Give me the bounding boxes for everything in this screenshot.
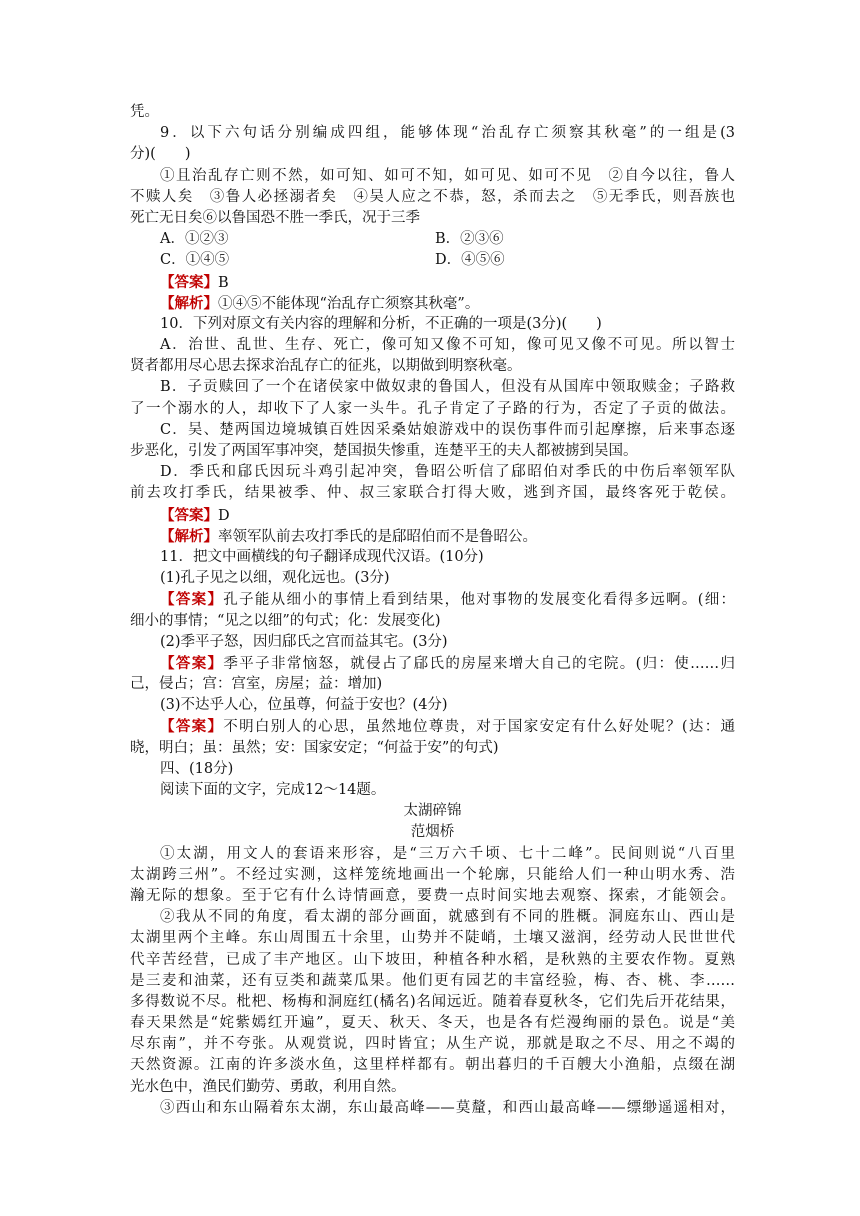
- question-9-statements-cont: 死亡无日矣⑥以鲁国恐不胜一季氏，况于三季: [130, 209, 420, 226]
- question-9-options-row2: [130, 250, 735, 271]
- question-9-options-row1: [130, 229, 735, 250]
- question-11-answer-2: [130, 653, 735, 674]
- paragraph-2-cont: 代辛苦经营，已成了丰产地区。山下坡田，种植各种水稻，是秋熟的主要农作物。夏熟: [130, 951, 735, 968]
- text-line: 凭。: [130, 104, 159, 120]
- paragraph-2-cont: 尽东南”，并不夸张。从观赏说，四时皆宜；从生产说，那就是取之不尽、用之不竭的: [130, 1036, 735, 1053]
- question-10-option-d-cont: 前去攻打季氏，结果被季、仲、叔三家联合打得大败，逃到齐国，最终客死于乾侯。: [130, 485, 735, 502]
- question-11-item-2: (2)季平子怒，因归郈氏之宫而益其宅。(3分): [160, 633, 448, 650]
- question-10-option-a-cont: 贤者都用尽心思去探求治乱存亡的征兆，以期做到明察秋毫。: [130, 358, 522, 375]
- paragraph-1: ①太湖，用文人的套语来形容，是“三万六千顷、七十二峰”。民间则说“八百里: [160, 845, 735, 862]
- answer-tag: 【答案】: [160, 273, 218, 291]
- question-11-answer-1: [130, 589, 735, 610]
- question-10-option-c-cont: 步恶化，引发了两国军事冲突，楚国损失惨重，连楚平王的夫人都被掳到吴国。: [130, 443, 638, 459]
- question-9-explanation: [130, 293, 735, 314]
- answer-text: D: [218, 507, 230, 524]
- answer-text: 不明白别人的心思，虽然地位尊贵，对于国家安定有什么好处呢？(达：通: [223, 719, 735, 736]
- question-10-stem: 10．下列对原文有关内容的理解和分析，不正确的一项是(3分)( ): [160, 315, 602, 332]
- article-author: 范烟桥: [410, 824, 455, 841]
- question-10-answer: [130, 505, 735, 526]
- option-c: C．①④⑤: [160, 252, 230, 269]
- article-title: 太湖碎锦: [403, 803, 462, 820]
- paragraph-2-cont: 春天果然是“姹紫嫣红开遍”，夏天、秋天、冬天，也是各有烂漫绚丽的景色。说是“美: [130, 1015, 735, 1032]
- paragraph-3: ③西山和东山隔着东太湖，东山最高峰——莫釐，和西山最高峰——缥缈遥遥相对，: [160, 1099, 735, 1116]
- question-10-explanation: [130, 526, 735, 547]
- paragraph-2-cont: 天然资源。江南的许多淡水鱼，这里样样都有。朝出暮归的千百艘大小渔船，点缀在湖: [130, 1057, 735, 1074]
- reading-instruction: 阅读下面的文字，完成12～14题。: [160, 782, 386, 798]
- question-9-stem-cont: 分)( ): [130, 146, 191, 163]
- question-10-option-b: B．子贡赎回了一个在诸侯家中做奴隶的鲁国人，但没有从国库中领取赎金；子路救: [160, 379, 735, 396]
- explanation-tag: 【解析】: [160, 294, 218, 312]
- answer-text: 孔子能从细小的事情上看到结果，他对事物的发展变化看得多远啊。(细：: [223, 592, 735, 609]
- answer-tag: 【答案】: [160, 654, 224, 672]
- explanation-text: ①④⑤不能体现“治乱存亡须察其秋毫”。: [218, 295, 480, 312]
- question-11-item-1: (1)孔子见之以细，观化远也。(3分): [160, 570, 390, 587]
- paragraph-2-cont: 多得数说不尽。枇杷、杨梅和洞庭红(橘名)名闻远近。随着春夏秋冬，它们先后开花结果，: [130, 993, 735, 1010]
- question-10-option-c: C．吴、楚两国边境城镇百姓因采桑姑娘游戏中的误伤事件而引起摩擦，后来事态逐: [160, 421, 735, 438]
- answer-tag: 【答案】: [160, 591, 224, 609]
- question-9-stem: 9．以下六句话分别编成四组，能够体现“治乱存亡须察其秋毫”的一组是(3: [160, 125, 735, 142]
- paragraph-1-cont: 瀚无际的想象。至于它有什么诗情画意，要费一点时间实地去观察、探索，才能领会。: [130, 887, 735, 904]
- question-10-option-d: D．季氏和郈氏因玩斗鸡引起冲突，鲁昭公听信了郈昭伯对季氏的中伤后率领军队: [160, 464, 735, 481]
- option-d: D．④⑤⑥: [435, 252, 505, 269]
- explanation-tag: 【解析】: [160, 527, 218, 545]
- paragraph-2-cont: 是三麦和油菜，还有豆类和蔬菜瓜果。他们更有园艺的丰富经验，梅、杏、桃、李……: [130, 972, 735, 989]
- section-heading: 四、(18分): [160, 760, 234, 777]
- question-11-answer-3-cont: 晓，明白；虽：虽然；安：国家安定；“何益于安”的句式): [130, 739, 499, 756]
- explanation-text: 率领军队前去攻打季氏的是郈昭伯而不是鲁昭公。: [218, 528, 537, 545]
- answer-tag: 【答案】: [160, 506, 218, 524]
- document-page: [130, 102, 735, 1119]
- question-11-item-3: (3)不达乎人心，位虽尊，何益于安也？(4分): [160, 697, 448, 714]
- paragraph-2-cont: 光水色中，渔民们勤劳、勇敢，利用自然。: [130, 1078, 406, 1095]
- question-10-option-a: A．治世、乱世、生存、死亡，像可知又像不可知，像可见又像不可见。所以智士: [160, 337, 735, 354]
- paragraph-2: ②我从不同的角度，看太湖的部分画面，就感到有不同的胜概。洞庭东山、西山是: [160, 909, 735, 926]
- question-11-answer-1-cont: 细小的事情；“见之以细”的句式；化：发展变化): [130, 612, 441, 629]
- question-11-stem: 11．把文中画横线的句子翻译成现代汉语。(10分): [160, 548, 484, 565]
- option-b: B．②③⑥: [435, 231, 504, 248]
- paragraph-1-cont: 太湖跨三州”。不经过实测，这样笼统地画出一个轮廓，只能给人们一种山明水秀、浩: [130, 866, 735, 883]
- question-10-option-b-cont: 了一个溺水的人，却收下了人家一头牛。孔子肯定了子路的行为，否定了子贡的做法。: [130, 400, 735, 417]
- answer-tag: 【答案】: [160, 718, 224, 736]
- question-9-answer: [130, 272, 735, 293]
- question-11-answer-3: [130, 716, 735, 737]
- answer-text: B: [218, 274, 229, 291]
- question-11-answer-2-cont: 己，侵占；宫：宫室，房屋；益：增加): [130, 676, 383, 693]
- paragraph-2-cont: 太湖里两个主峰。东山周围五十余里，山势并不陡峭，土壤又滋润，经劳动人民世世代: [130, 930, 735, 947]
- question-9-statements: ①且治乱存亡则不然，如可知、如可不知，如可见、如可不见 ②自今以往，鲁人: [160, 167, 735, 184]
- question-9-statements-cont: 不赎人矣 ③鲁人必拯溺者矣 ④吴人应之不恭，怒，杀而去之 ⑤无季氏，则吾族也: [130, 188, 735, 205]
- option-a: A．①②③: [160, 231, 229, 248]
- answer-text: 季平子非常恼怒，就侵占了郈氏的房屋来增大自己的宅院。(归：使……归: [223, 655, 735, 672]
